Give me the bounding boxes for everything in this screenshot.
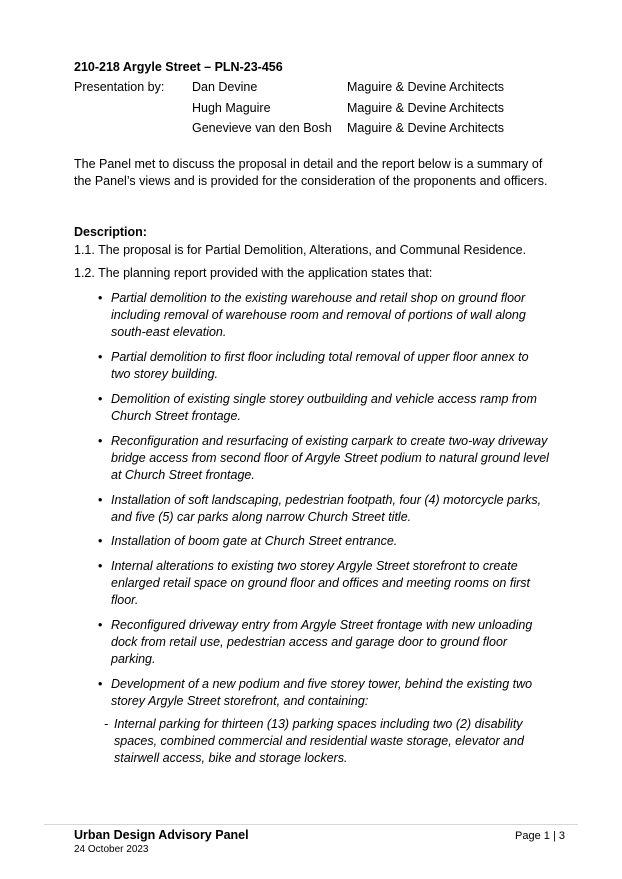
bullet-item: [96, 391, 550, 425]
footer-title: Urban Design Advisory Panel: [74, 828, 249, 842]
footer-date: 24 October 2023: [74, 844, 149, 855]
document-heading: 210-218 Argyle Street – PLN-23-456: [74, 60, 283, 74]
bullet-icon: •: [98, 391, 103, 406]
bullet-text: Development of a new podium and five storey tower, behind the existing two storey Argyle Street storefront, and containing:: [111, 677, 533, 709]
sub-item-text: Internal parking for thirteen (13) parking spaces including two (2) disability spaces, combined commercial and residential waste storage, elevator and stairwell access, bike and storage lockers.: [114, 717, 524, 766]
bullet-item: [96, 676, 550, 767]
presenter-name: Genevieve van den Bosh: [192, 121, 332, 135]
footer-divider: [44, 824, 578, 825]
summary-paragraph: The Panel met to discuss the proposal in detail and the report below is a summary of the Panel’s views and is provided for the consideration of the proponents and officers.: [74, 157, 548, 188]
bullet-icon: •: [98, 677, 103, 692]
sub-list-item: [104, 716, 550, 767]
bullet-icon: •: [98, 559, 103, 574]
bullet-icon: •: [98, 618, 103, 633]
bullet-text: Demolition of existing single storey outbuilding and vehicle access ramp from Church Street frontage.: [111, 391, 537, 423]
bullet-item: [96, 558, 550, 609]
bullet-item: [96, 290, 550, 341]
presentation-label: Presentation by:: [74, 80, 165, 94]
bullet-text: Partial demolition to the existing warehouse and retail shop on ground floor including removal of warehouse room and removal of portions of wall along south-east elevation.: [111, 291, 526, 339]
bullet-icon: •: [98, 349, 103, 364]
bullet-item: [96, 617, 550, 668]
presenter-name: Dan Devine: [192, 80, 258, 94]
bullet-icon: •: [98, 433, 103, 448]
page-number: Page 1 | 3: [515, 830, 565, 842]
presenter-firm: Maguire & Devine Architects: [347, 121, 505, 135]
bullet-text: Reconfiguration and resurfacing of existing carpark to create two-way driveway bridge access from second floor of Argyle Street podium to natural ground level at Church Street frontage.: [111, 433, 549, 482]
presenter-name: Hugh Maguire: [192, 100, 271, 115]
bullet-text: Reconfigured driveway entry from Argyle Street frontage with new unloading dock from retail use, pedestrian access and garage door to ground floor parking.: [111, 618, 533, 667]
presenter-firm: Maguire & Devine Architects: [347, 80, 505, 94]
bullet-text: Installation of boom gate at Church Street entrance.: [111, 534, 398, 549]
bullet-icon: •: [98, 492, 103, 507]
bullet-item: [96, 349, 550, 383]
bullet-item: [96, 533, 550, 550]
bullet-icon: •: [98, 291, 103, 305]
description-item-1-1: 1.1. The proposal is for Partial Demolition, Alterations, and Communal Residence.: [74, 243, 527, 257]
bullet-item: [96, 433, 550, 484]
presenter-firm: Maguire & Devine Architects: [347, 100, 505, 115]
bullet-icon: •: [98, 534, 103, 549]
bullet-text: Internal alterations to existing two storey Argyle Street storefront to create enlarged retail space on ground floor and offices and meeting rooms on first floor.: [111, 559, 530, 608]
description-heading: Description:: [74, 225, 147, 239]
bullet-item: [96, 492, 550, 526]
bullet-list: [96, 290, 550, 775]
description-item-1-2: 1.2. The planning report provided with the application states that:: [74, 266, 433, 280]
bullet-text: Installation of soft landscaping, pedestrian footpath, four (4) motorcycle parks, and five (5) car parks along narrow Church Street title.: [111, 492, 542, 524]
dash-icon: -: [104, 717, 109, 732]
bullet-text: Partial demolition to first floor including total removal of upper floor annex to two storey building.: [111, 349, 529, 381]
